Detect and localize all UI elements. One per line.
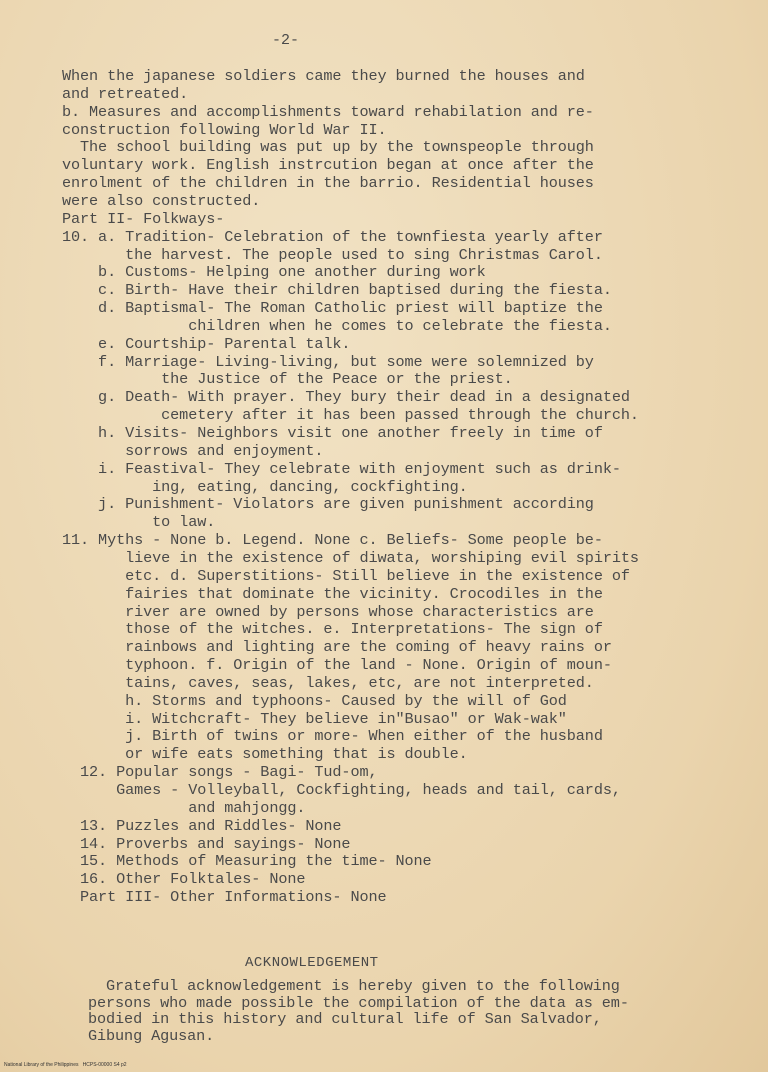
body-line: The school building was put up by the townspeople through: [62, 138, 594, 157]
body-line: c. Birth- Have their children baptised during the fiesta.: [62, 281, 612, 300]
body-line: e. Courtship- Parental talk.: [62, 334, 351, 353]
body-line: 14. Proverbs and sayings- None: [62, 834, 351, 853]
body-line: to law.: [62, 513, 216, 532]
page-number: -2-: [272, 32, 300, 49]
body-line: enrolment of the children in the barrio. Residential houses: [62, 174, 594, 193]
body-line: ing, eating, dancing, cockfighting.: [62, 477, 468, 496]
body-line: the Justice of the Peace or the priest.: [62, 370, 513, 389]
body-line: d. Baptismal- The Roman Catholic priest will baptize the: [62, 299, 603, 318]
body-line: h. Storms and typhoons- Caused by the will of God: [62, 691, 567, 710]
body-line: were also constructed.: [62, 191, 261, 210]
body-line: cemetery after it has been passed through the church.: [62, 406, 639, 425]
body-line: 12. Popular songs - Bagi- Tud-om,: [62, 763, 378, 782]
body-line: rainbows and lighting are the coming of heavy rains or: [62, 638, 612, 657]
body-line: When the japanese soldiers came they burned the houses and: [62, 67, 585, 85]
body-line: and retreated.: [62, 84, 189, 103]
body-line: the harvest. The people used to sing Christmas Carol.: [62, 245, 603, 264]
body-line: sorrows and enjoyment.: [62, 441, 324, 460]
body-line: river are owned by persons whose characteristics are: [62, 602, 594, 621]
body-line: voluntary work. English instrcution began at once after the: [62, 156, 594, 175]
body-line: Part II- Folkways-: [62, 209, 225, 228]
body-line: 13. Puzzles and Riddles- None: [62, 816, 342, 835]
body-line: i. Feastival- They celebrate with enjoyment such as drink-: [62, 459, 621, 478]
body-line: f. Marriage- Living-living, but some were solemnized by: [62, 352, 594, 371]
acknowledgement-line: persons who made possible the compilation of the data as em-: [88, 993, 629, 1012]
body-line: lieve in the existence of diwata, worshiping evil spirits: [62, 548, 639, 567]
acknowledgement-line: bodied in this history and cultural life of San Salvador,: [88, 1010, 602, 1028]
body-line: h. Visits- Neighbors visit one another freely in time of: [62, 424, 603, 442]
body-line: 16. Other Folktales- None: [62, 870, 306, 889]
body-line: 10. a. Tradition- Celebration of the townfiesta yearly after: [62, 227, 603, 246]
body-line: children when he comes to celebrate the fiesta.: [62, 316, 612, 335]
acknowledgement-title: ACKNOWLEDGEMENT: [245, 955, 379, 971]
body-line: 15. Methods of Measuring the time- None: [62, 852, 432, 871]
body-line: Games - Volleyball, Cockfighting, heads and tail, cards,: [62, 781, 621, 799]
body-line: and mahjongg.: [62, 798, 306, 817]
body-line: 11. Myths - None b. Legend. None c. Beliefs- Some people be-: [62, 531, 603, 550]
body-line: etc. d. Superstitions- Still believe in the existence of: [62, 566, 630, 585]
body-line: j. Punishment- Violators are given punishment according: [62, 495, 594, 514]
body-line: typhoon. f. Origin of the land - None. Origin of moun-: [62, 656, 612, 675]
body-line: fairies that dominate the vicinity. Crocodiles in the: [62, 584, 603, 603]
acknowledgement-line: Gibung Agusan.: [88, 1026, 215, 1045]
body-line: Part III- Other Informations- None: [62, 888, 387, 907]
body-line: i. Witchcraft- They believe in"Busao" or Wak-wak": [62, 709, 567, 728]
body-line: b. Measures and accomplishments toward rehabilation and re-: [62, 102, 594, 121]
body-line: or wife eats something that is double.: [62, 745, 468, 764]
body-line: those of the witches. e. Interpretations- The sign of: [62, 620, 603, 639]
body-line: j. Birth of twins or more- When either of the husband: [62, 727, 603, 746]
archive-footer: National Library of the Philippines HCPS-00000 S4 p2: [4, 1062, 127, 1068]
body-line: construction following World War II.: [62, 120, 387, 139]
body-line: b. Customs- Helping one another during work: [62, 263, 486, 282]
body-line: tains, caves, seas, lakes, etc, are not interpreted.: [62, 673, 594, 692]
acknowledgement-line: Grateful acknowledgement is hereby given to the following: [88, 977, 620, 995]
body-line: g. Death- With prayer. They bury their dead in a designated: [62, 388, 630, 407]
